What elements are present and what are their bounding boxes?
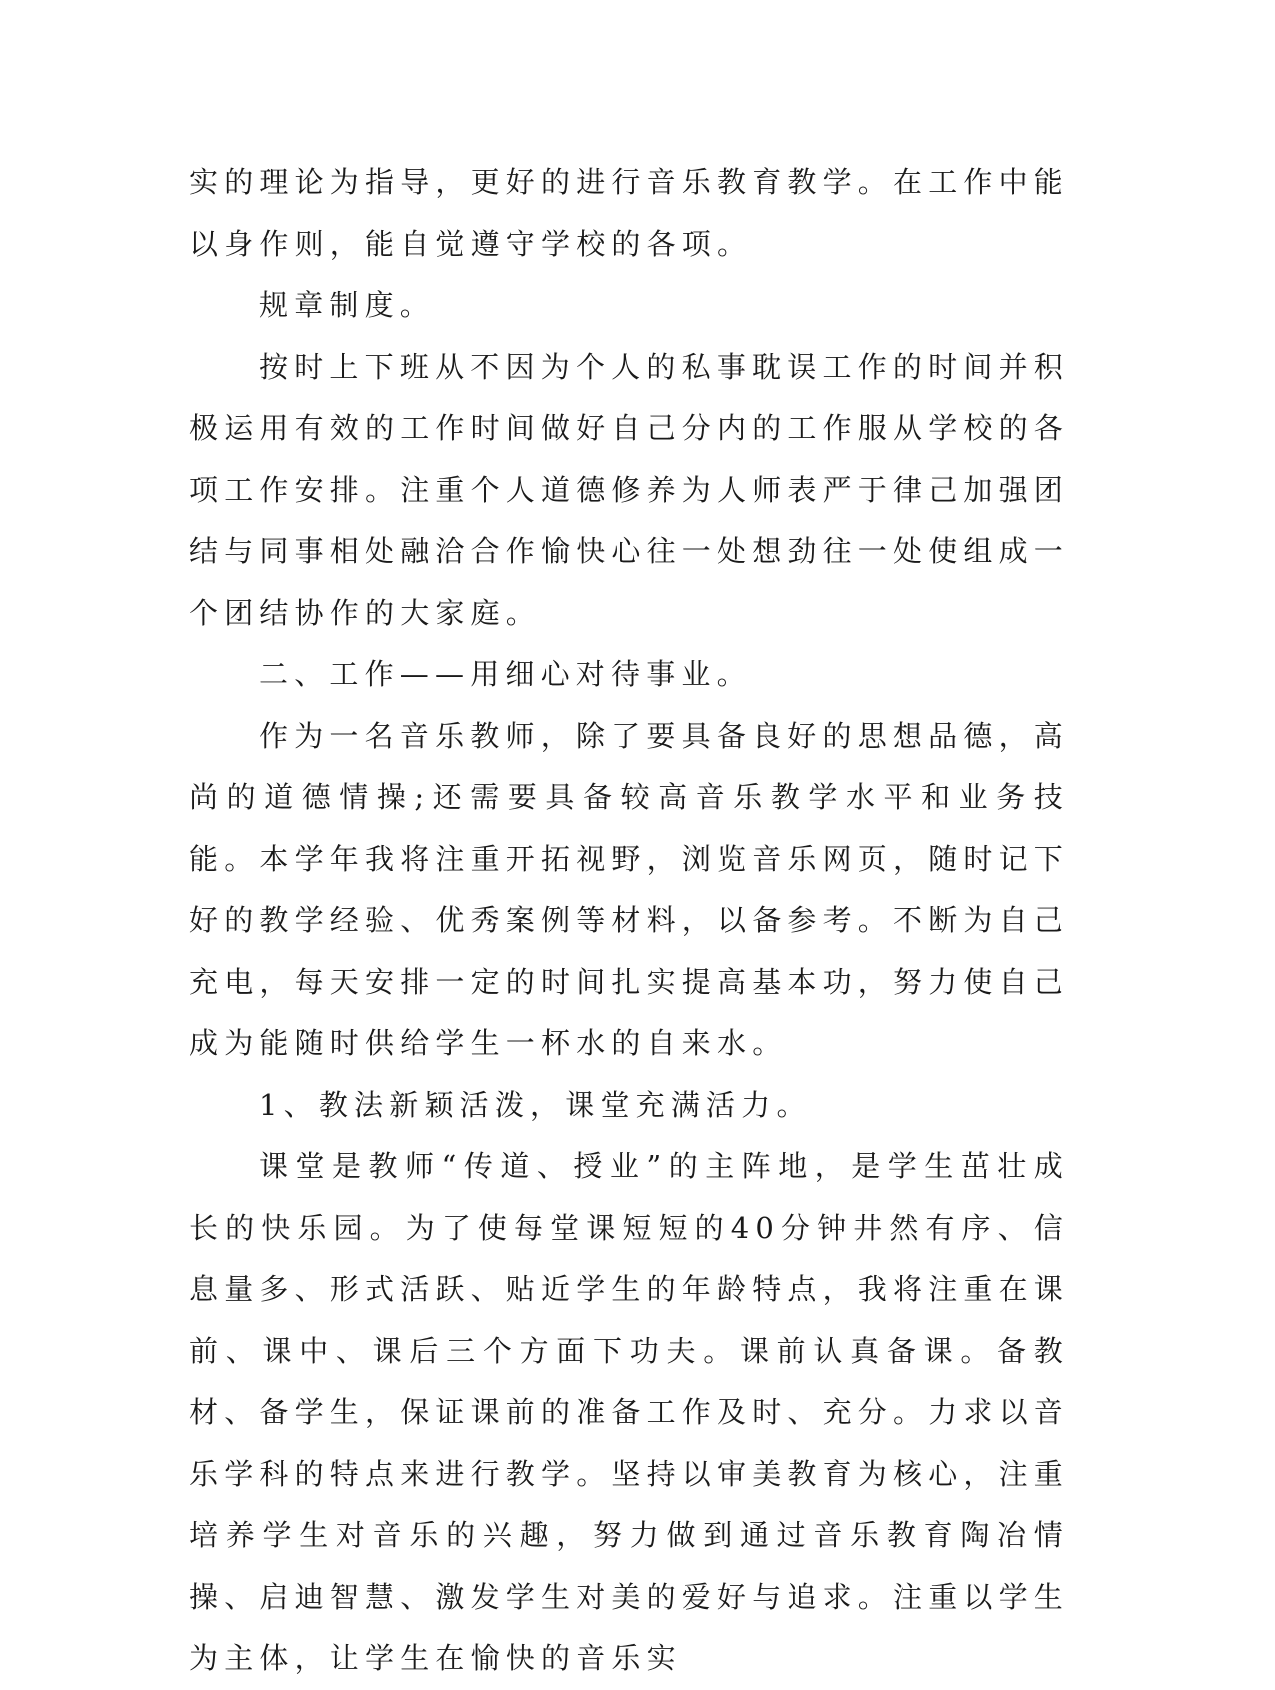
section-heading: 二、工作——用细心对待事业。 [259,657,752,691]
paragraph-2: 规章制度。 [259,288,436,322]
paragraph-1: 实的理论为指导，更好的进行音乐教育教学。在工作中能以身作则，能自觉遵守学校的各项。 [189,165,1070,261]
paragraph-3: 按时上下班从不因为个人的私事耽误工作的时间并积极运用有效的工作时间做好自己分内的工作服从学校的各项工作安排。注重个人道德修养为人师表严于律己加强团结与同事相处融洽合作愉快心往一处想劲往一处使组成一个团结协作的大家庭。 [189,349,1070,630]
subsection-heading: 1、教法新颖活泼，课堂充满活力。 [259,1087,812,1122]
paragraph-4: 作为一名音乐教师，除了要具备良好的思想品德，高尚的道德情操;还需要具备较高音乐教学水平和业务技能。本学年我将注重开拓视野，浏览音乐网页，随时记下好的教学经验、优秀案例等材料，以备参考。不断为自己充电，每天安排一定的时间扎实提高基本功，努力使自己成为能随时供给学生一杯水的自来水。 [189,718,1070,1060]
paragraph-5: 课堂是教师“传道、授业”的主阵地，是学生茁壮成长的快乐园。为了使每堂课短短的40分钟井然有序、信息量多、形式活跃、贴近学生的年龄特点，我将注重在课前、课中、课后三个方面下功夫。课前认真备课。备教材、备学生，保证课前的准备工作及时、充分。力求以音乐学科的特点来进行教学。坚持以审美教育为核心，注重培养学生对音乐的兴趣，努力做到通过音乐教育陶冶情操、启迪智慧、激发学生对美的爱好与追求。注重以学生为主体，让学生在愉快的音乐实 [189,1149,1070,1675]
document-body [189,152,1069,1690]
